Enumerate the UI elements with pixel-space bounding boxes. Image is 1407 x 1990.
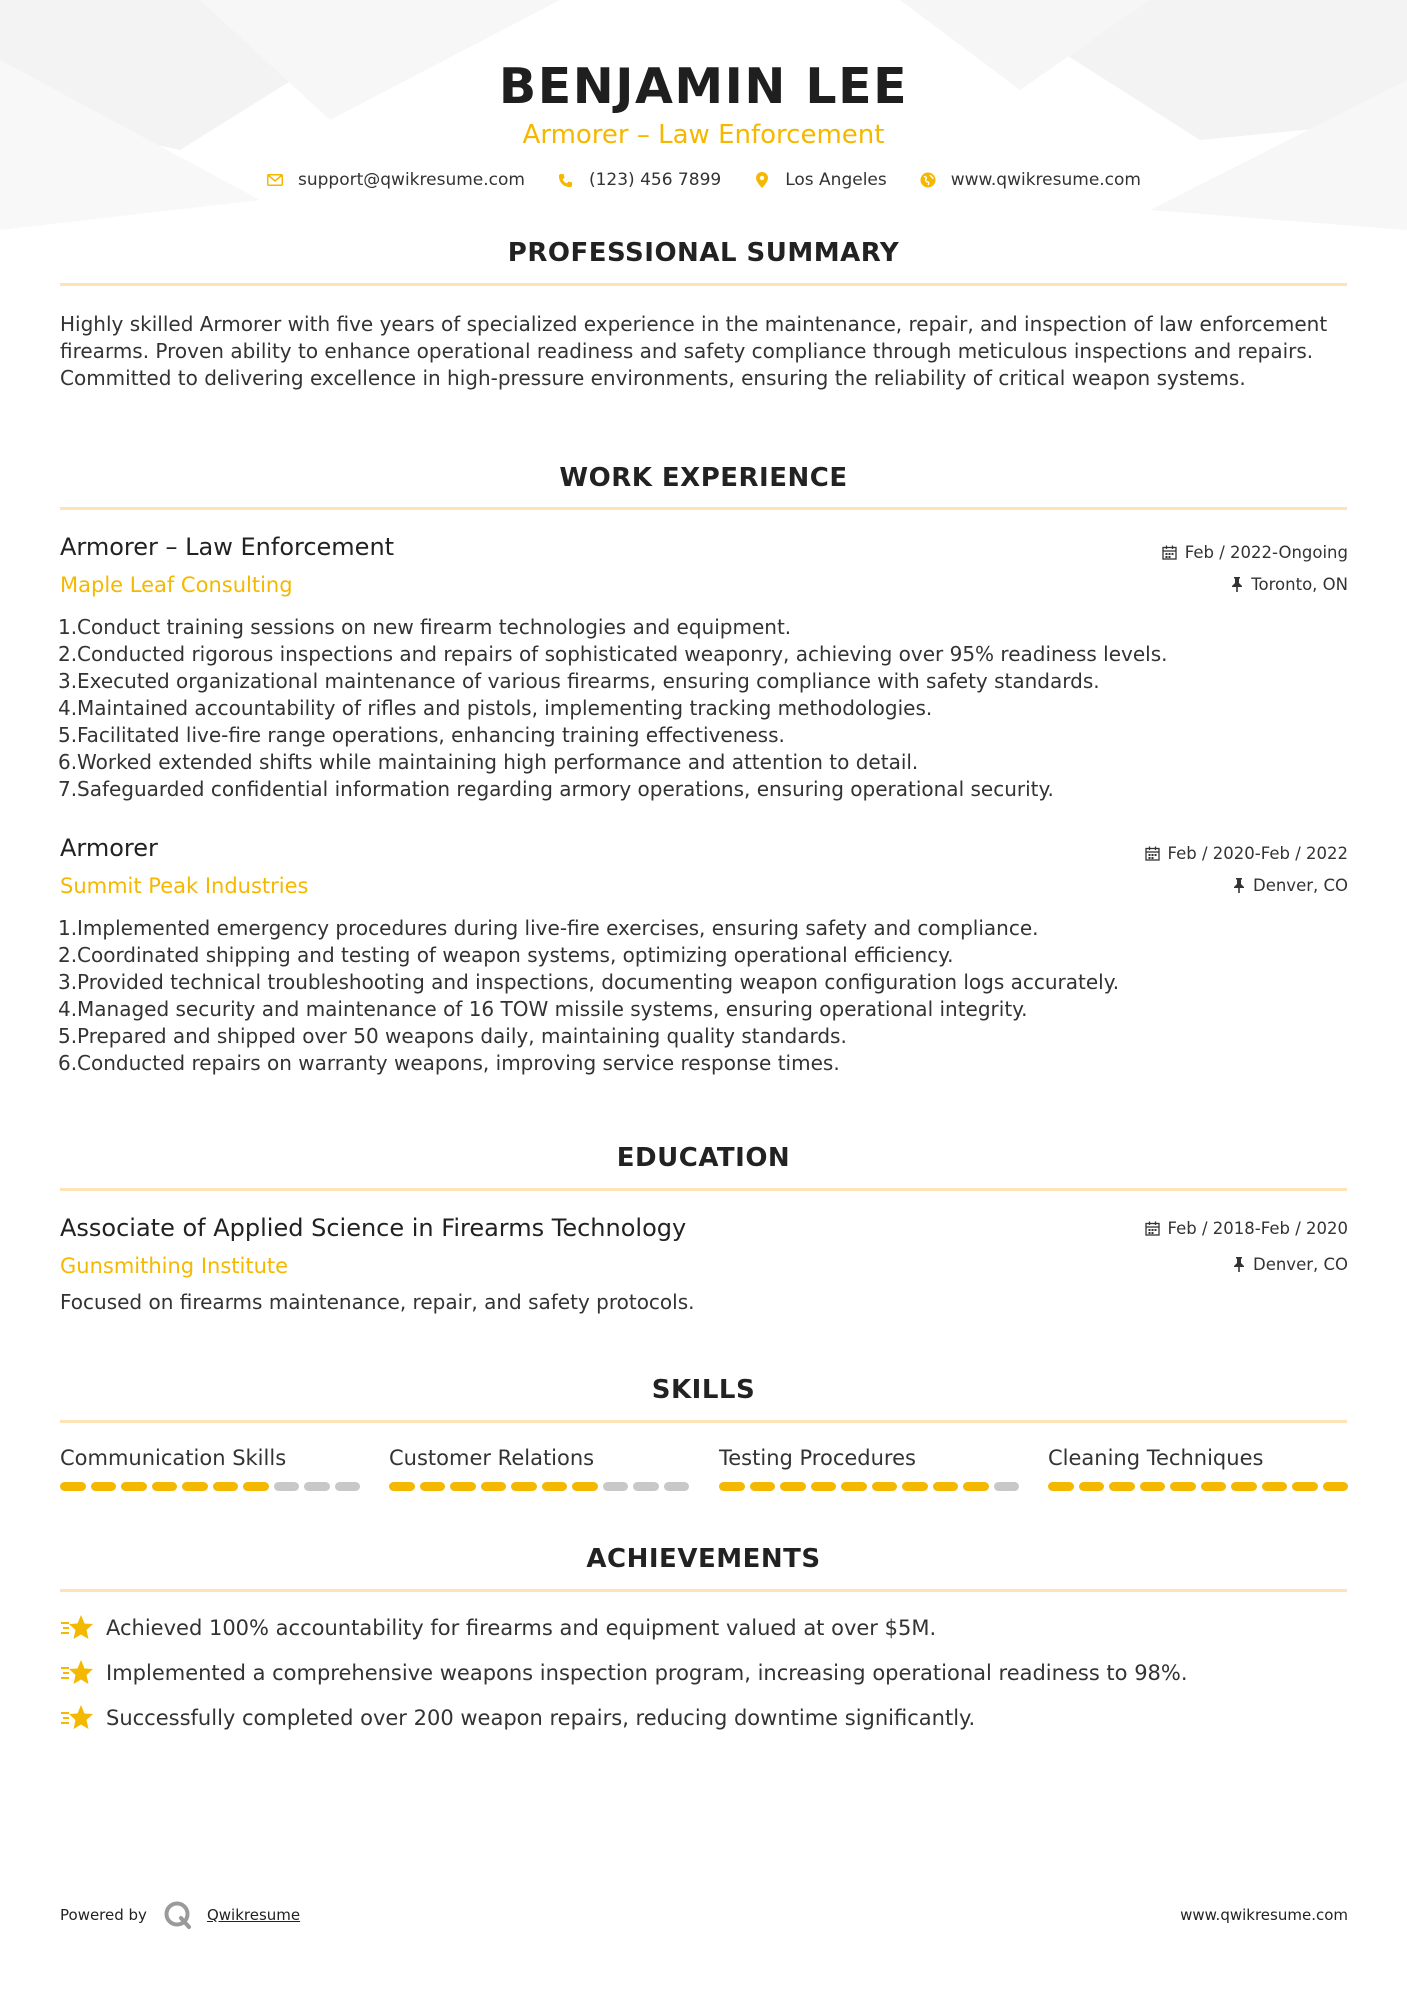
calendar-icon — [1145, 1221, 1160, 1236]
rating-dot-filled — [243, 1482, 269, 1491]
job-bullets — [58, 915, 1358, 1077]
star-icon — [60, 1658, 94, 1688]
skill-name: Cleaning Techniques — [1048, 1446, 1264, 1470]
list-item: 5. Prepared and shipped over 50 weapons daily, maintaining quality standards. — [58, 1024, 847, 1048]
powered-by-label: Powered by — [60, 1906, 147, 1924]
rating-dot-filled — [933, 1482, 959, 1491]
skill-item — [60, 1446, 360, 1491]
contact-website[interactable] — [919, 170, 1141, 190]
envelope-icon — [266, 171, 284, 189]
job-title: Armorer – Law Enforcement — [60, 533, 395, 561]
contact-bar — [0, 170, 1407, 190]
section-divider — [60, 1188, 1347, 1191]
section-title-experience: WORK EXPERIENCE — [559, 463, 848, 493]
rating-dot-filled — [1048, 1482, 1074, 1491]
job-location-text: Toronto, ON — [1251, 575, 1348, 594]
achievement-item — [60, 1703, 975, 1733]
job-title: Armorer — [60, 834, 158, 862]
education-dates-text: Feb / 2018-Feb / 2020 — [1167, 1219, 1348, 1238]
list-item: 1. Implemented emergency procedures during live-fire exercises, ensuring safety and compliance. — [58, 916, 1039, 940]
rating-dot-filled — [1231, 1482, 1257, 1491]
job-dates — [1145, 844, 1348, 863]
qwikresume-logo — [163, 1900, 193, 1930]
rating-dot-filled — [1079, 1482, 1105, 1491]
list-item: 2. Coordinated shipping and testing of weapon systems, optimizing operational efficiency. — [58, 943, 954, 967]
globe-icon — [919, 171, 937, 189]
list-item: 4. Maintained accountability of rifles and pistols, implementing tracking methodologies. — [58, 696, 933, 720]
company-name: Summit Peak Industries — [60, 874, 309, 898]
rating-dot-filled — [121, 1482, 147, 1491]
contact-phone[interactable] — [557, 170, 721, 190]
skill-item — [719, 1446, 1019, 1491]
contact-email[interactable] — [266, 170, 525, 190]
education-dates — [1145, 1219, 1348, 1238]
section-title-education: EDUCATION — [616, 1143, 791, 1173]
achievement-text: Achieved 100% accountability for firearms and equipment valued at over $5M. — [106, 1616, 937, 1640]
achievement-item — [60, 1613, 936, 1643]
school-name: Gunsmithing Institute — [60, 1254, 289, 1278]
list-item: 5. Facilitated live-fire range operations, enhancing training effectiveness. — [58, 723, 785, 747]
rating-dot-empty — [274, 1482, 300, 1491]
list-item: 7. Safeguarded confidential information regarding armory operations, ensuring operational security. — [58, 777, 1054, 801]
rating-dot-filled — [719, 1482, 745, 1491]
rating-dot-filled — [1262, 1482, 1288, 1491]
rating-dot-empty — [304, 1482, 330, 1491]
list-item: 2. Conducted rigorous inspections and repairs of sophisticated weaponry, achieving over 95% readiness levels. — [58, 642, 1168, 666]
contact-location — [753, 170, 887, 190]
rating-dot-filled — [481, 1482, 507, 1491]
rating-dot-filled — [902, 1482, 928, 1491]
job-dates — [1162, 543, 1348, 562]
pushpin-icon — [1231, 577, 1243, 592]
section-title-achievements: ACHIEVEMENTS — [586, 1544, 821, 1574]
skill-name: Testing Procedures — [719, 1446, 916, 1470]
list-item: 4. Managed security and maintenance of 16 TOW missile systems, ensuring operational integrity. — [58, 997, 1028, 1021]
candidate-role: Armorer – Law Enforcement — [522, 120, 885, 150]
rating-dot-filled — [1140, 1482, 1166, 1491]
rating-dot-filled — [572, 1482, 598, 1491]
rating-dot-filled — [780, 1482, 806, 1491]
rating-dot-filled — [511, 1482, 537, 1491]
rating-dot-filled — [152, 1482, 178, 1491]
list-item: 3. Provided technical troubleshooting and inspections, documenting weapon configuration logs accurately. — [58, 970, 1120, 994]
map-pin-icon — [753, 171, 771, 189]
rating-dot-filled — [963, 1482, 989, 1491]
pushpin-icon — [1233, 1257, 1245, 1272]
education-description: Focused on firearms maintenance, repair, and safety protocols. — [60, 1290, 695, 1314]
skill-name: Customer Relations — [389, 1446, 595, 1470]
job-location-text: Denver, CO — [1252, 876, 1348, 895]
section-divider — [60, 283, 1347, 286]
skill-rating — [389, 1482, 689, 1491]
phone-icon — [557, 171, 575, 189]
footer-powered-by — [60, 1900, 300, 1930]
section-divider — [60, 1420, 1347, 1423]
achievement-text: Implemented a comprehensive weapons inspection program, increasing operational readiness to 98%. — [106, 1661, 1188, 1685]
job-bullets — [58, 614, 1358, 803]
section-title-skills: SKILLS — [651, 1375, 756, 1405]
list-item: 1. Conduct training sessions on new firearm technologies and equipment. — [58, 615, 792, 639]
rating-dot-filled — [872, 1482, 898, 1491]
rating-dot-filled — [182, 1482, 208, 1491]
job-location — [1233, 876, 1348, 895]
skill-name: Communication Skills — [60, 1446, 287, 1470]
degree-title: Associate of Applied Science in Firearms Technology — [60, 1214, 687, 1242]
rating-dot-filled — [1292, 1482, 1318, 1491]
rating-dot-filled — [841, 1482, 867, 1491]
job-location — [1231, 575, 1348, 594]
star-icon — [60, 1703, 94, 1733]
rating-dot-filled — [450, 1482, 476, 1491]
section-divider — [60, 1589, 1347, 1592]
rating-dot-filled — [750, 1482, 776, 1491]
brand-link[interactable]: Qwikresume — [206, 1906, 301, 1924]
rating-dot-filled — [811, 1482, 837, 1491]
summary-text: Highly skilled Armorer with five years of specialized experience in the maintenance, repair, and inspection of law enforcement firearms. Proven ability to enhance operational readiness and safety compliance through meticulous inspections and repairs. Committed to delivering excellence in high-pressure environments, ensuring the reliability of critical weapon systems. — [60, 312, 1328, 390]
rating-dot-filled — [1170, 1482, 1196, 1491]
list-item: 3. Executed organizational maintenance of various firearms, ensuring compliance with safety standards. — [58, 669, 1100, 693]
rating-dot-filled — [1109, 1482, 1135, 1491]
list-item: 6. Worked extended shifts while maintaining high performance and attention to detail. — [58, 750, 919, 774]
skill-rating — [719, 1482, 1019, 1491]
job-dates-text: Feb / 2020-Feb / 2022 — [1167, 844, 1348, 863]
candidate-name: BENJAMIN LEE — [498, 58, 909, 115]
rating-dot-filled — [1323, 1482, 1349, 1491]
pushpin-icon — [1233, 878, 1245, 893]
achievement-text: Successfully completed over 200 weapon repairs, reducing downtime significantly. — [106, 1706, 976, 1730]
skill-rating — [1048, 1482, 1348, 1491]
calendar-icon — [1162, 545, 1177, 560]
star-icon — [60, 1613, 94, 1643]
rating-dot-filled — [420, 1482, 446, 1491]
rating-dot-filled — [1201, 1482, 1227, 1491]
skill-item — [389, 1446, 689, 1491]
job-dates-text: Feb / 2022-Ongoing — [1184, 543, 1348, 562]
rating-dot-empty — [994, 1482, 1020, 1491]
calendar-icon — [1145, 846, 1160, 861]
rating-dot-empty — [633, 1482, 659, 1491]
section-title-summary: PROFESSIONAL SUMMARY — [507, 238, 900, 268]
section-divider — [60, 507, 1347, 510]
rating-dot-filled — [91, 1482, 117, 1491]
skill-item — [1048, 1446, 1348, 1491]
rating-dot-filled — [60, 1482, 86, 1491]
email-text: support@qwikresume.com — [298, 170, 525, 190]
company-name: Maple Leaf Consulting — [60, 573, 293, 597]
rating-dot-empty — [335, 1482, 361, 1491]
rating-dot-filled — [213, 1482, 239, 1491]
website-text: www.qwikresume.com — [950, 170, 1141, 190]
phone-text: (123) 456 7899 — [588, 170, 722, 190]
rating-dot-empty — [664, 1482, 690, 1491]
skill-rating — [60, 1482, 360, 1491]
rating-dot-empty — [603, 1482, 629, 1491]
achievement-item — [60, 1658, 1188, 1688]
education-location-text: Denver, CO — [1252, 1255, 1348, 1274]
list-item: 6. Conducted repairs on warranty weapons, improving service response times. — [58, 1051, 840, 1075]
footer-website[interactable]: www.qwikresume.com — [1180, 1906, 1348, 1924]
rating-dot-filled — [542, 1482, 568, 1491]
rating-dot-filled — [389, 1482, 415, 1491]
location-text: Los Angeles — [785, 170, 887, 190]
education-location — [1233, 1255, 1348, 1274]
